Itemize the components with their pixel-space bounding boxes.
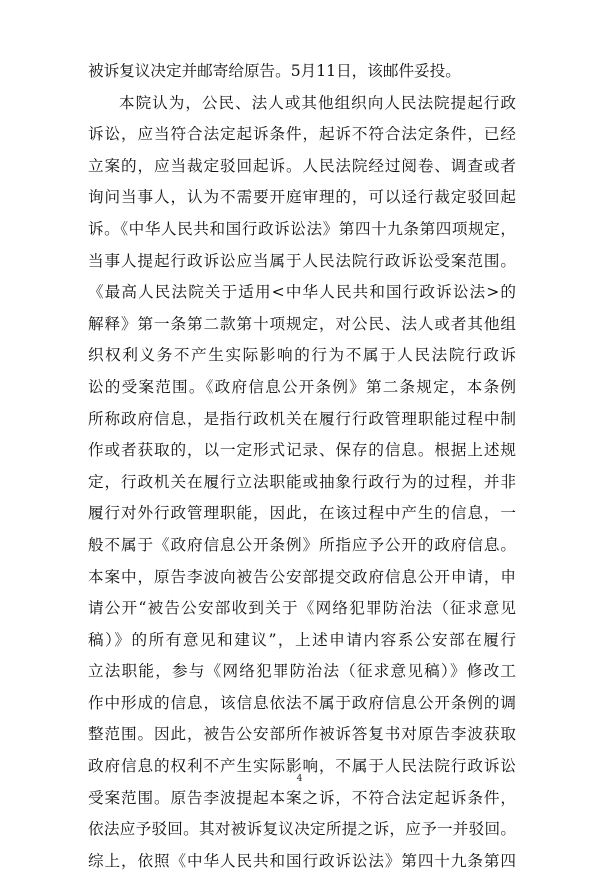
text-line: 受案范围。原告李波提起本案之诉，不符合法定起诉条件， (88, 788, 516, 807)
text-line: 作或者获取的，以一定形式记录、保存的信息。根据上述规 (88, 441, 516, 460)
text-line: 被诉复议决定并邮寄给原告。5月11日，该邮件妥投。 (88, 62, 461, 80)
text-line: 本院认为，公民、法人或其他组织向人民法院提起行政 (119, 93, 516, 112)
page-number: 4 (296, 774, 303, 784)
text-line: 诉讼，应当符合法定起诉条件，起诉不符合法定条件，已经 (88, 125, 516, 144)
text-line: 询问当事人，认为不需要开庭审理的，可以迳行裁定驳回起 (88, 188, 516, 207)
text-line: 整范围。因此，被告公安部所作被诉答复书对原告李波获取 (88, 725, 516, 744)
body-text (88, 56, 516, 877)
text-line: 本案中，原告李波向被告公安部提交政府信息公开申请，申 (88, 567, 516, 586)
text-line: 诉。《中华人民共和国行政诉讼法》第四十九条第四项规定， (88, 219, 516, 238)
text-line: 立法职能，参与《网络犯罪防治法（征求意见稿）》修改工 (88, 662, 516, 681)
text-line: 请公开“被告公安部收到关于《网络犯罪防治法（征求意见 (88, 599, 516, 618)
text-line: 当事人提起行政诉讼应当属于人民法院行政诉讼受案范围。 (88, 251, 516, 270)
text-line: 所称政府信息，是指行政机关在履行行政管理职能过程中制 (88, 409, 516, 428)
text-line: 稿）》的所有意见和建议”，上述申请内容系公安部在履行 (88, 630, 516, 649)
text-line: 履行对外行政管理职能，因此，在该过程中产生的信息，一 (88, 504, 516, 523)
text-line: 政府信息的权利不产生实际影响，不属于人民法院行政诉讼 (88, 757, 516, 776)
text-line: 解释》第一条第二款第十项规定，对公民、法人或者其他组 (88, 314, 516, 333)
text-line: 依法应予驳回。其对被诉复议决定所提之诉，应予一并驳回。 (88, 820, 516, 839)
text-line: 综上，依照《中华人民共和国行政诉讼法》第四十九条第四 (88, 851, 516, 870)
text-line: 《最高人民法院关于适用<中华人民共和国行政诉讼法>的 (88, 283, 516, 302)
text-line: 定，行政机关在履行立法职能或抽象行政行为的过程，并非 (88, 472, 516, 491)
text-line: 织权利义务不产生实际影响的行为不属于人民法院行政诉 (88, 346, 516, 365)
text-line: 讼的受案范围。《政府信息公开条例》第二条规定，本条例 (88, 377, 516, 396)
text-line: 作中形成的信息，该信息依法不属于政府信息公开条例的调 (88, 693, 516, 712)
text-line: 立案的，应当裁定驳回起诉。人民法院经过阅卷、调查或者 (88, 156, 516, 175)
text-line: 般不属于《政府信息公开条例》所指应予公开的政府信息。 (88, 535, 516, 554)
